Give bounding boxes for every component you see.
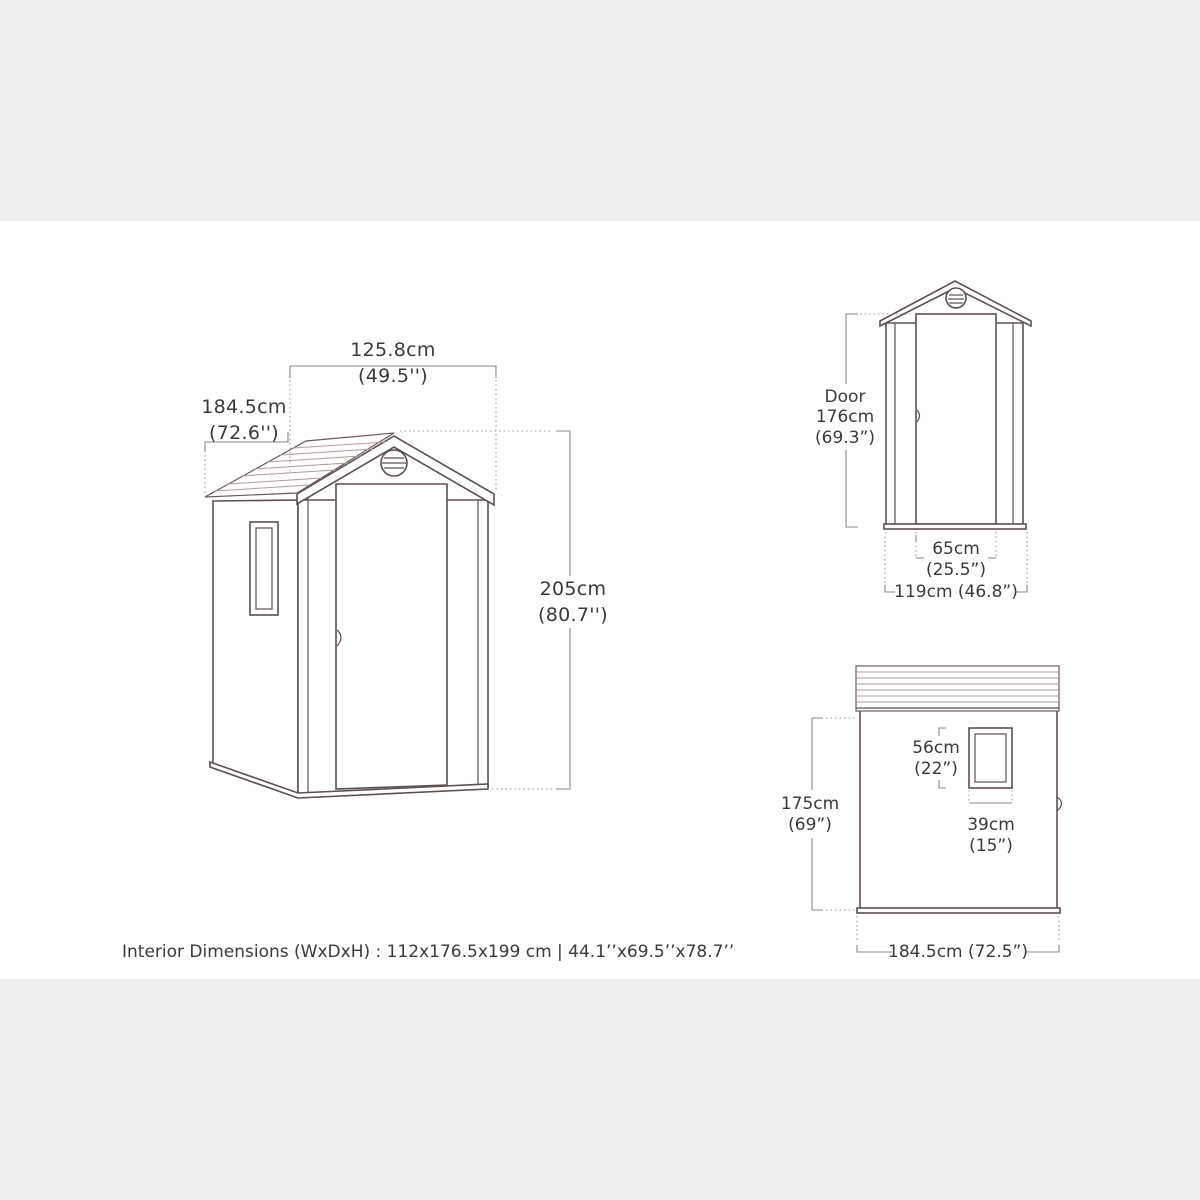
side-window	[250, 522, 278, 615]
dim-side-height	[812, 718, 857, 910]
door-height-cm-label: 176cm	[815, 407, 875, 427]
door-width-in-label: (25.5”)	[926, 560, 986, 580]
side-height-cm-label: 175cm	[780, 794, 840, 814]
window-width-cm-label: 39cm	[967, 815, 1015, 835]
front-elevation-vent-icon	[946, 288, 966, 308]
door-height-in-label: (69.3”)	[815, 428, 875, 448]
width-cm-label: 125.8cm	[350, 339, 436, 361]
interior-dimensions-caption: Interior Dimensions (WxDxH) : 112x176.5x199 cm | 44.1’’x69.5’’x78.7’’	[122, 942, 735, 962]
door-label: Door	[824, 387, 866, 407]
side-elevation-roof	[856, 666, 1059, 711]
side-height-in-label: (69”)	[788, 815, 832, 835]
shed-drawing	[0, 221, 1200, 979]
depth-in-label: (72.6'')	[209, 422, 279, 444]
front-total-width-label: 119cm (46.8”)	[894, 582, 1018, 602]
shed-side-elevation	[856, 666, 1062, 913]
height-cm-label: 205cm	[539, 578, 607, 600]
diagram-canvas	[0, 221, 1200, 979]
window-height-in-label: (22”)	[914, 759, 958, 779]
door	[336, 484, 447, 789]
height-in-label: (80.7'')	[538, 604, 608, 626]
side-total-length-label: 184.5cm (72.5”)	[888, 942, 1028, 962]
window-height-cm-label: 56cm	[912, 738, 960, 758]
window-width-in-label: (15”)	[969, 836, 1013, 856]
front-elevation-base	[884, 524, 1026, 529]
side-elevation-base	[857, 908, 1060, 913]
depth-cm-label: 184.5cm	[201, 396, 287, 418]
front-elevation-door	[916, 314, 996, 524]
width-in-label: (49.5'')	[358, 365, 428, 387]
shed-3d-view	[205, 433, 494, 798]
door-width-cm-label: 65cm	[932, 539, 980, 559]
shed-front-elevation	[880, 281, 1031, 529]
